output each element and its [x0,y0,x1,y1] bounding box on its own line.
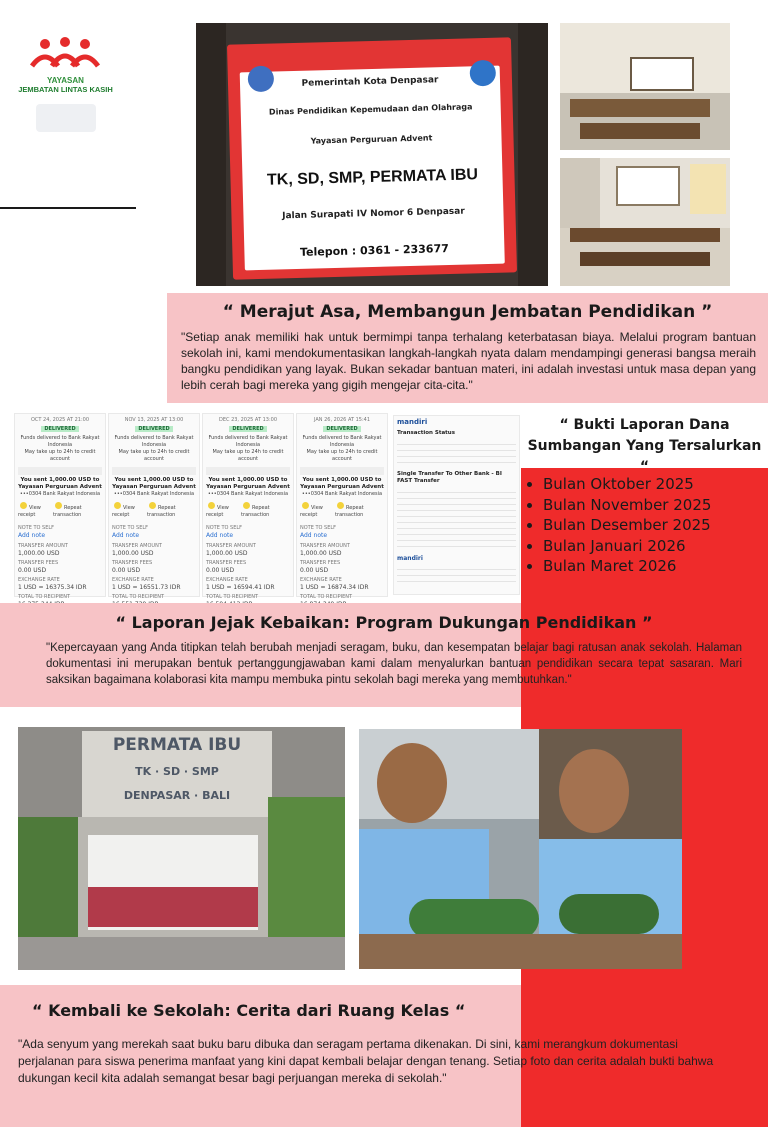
rate-label: EXCHANGE RATE [206,577,248,583]
classroom-photo-2 [560,158,730,286]
repeat-label: Repeat transaction [241,505,270,518]
bukti-title-line1: “ Bukti Laporan Dana [559,417,730,433]
sign-dinas: Dinas Pendidikan Kepemudaan dan Olahraga [268,102,473,117]
view-receipt-label: View receipt [112,505,135,518]
view-receipt-label: View receipt [300,505,323,518]
transfer-amount: 1,000.00 USD [206,550,248,557]
note-label: NOTE TO SELF [206,525,243,531]
section1-title: “ Merajut Asa, Membangun Jembatan Pendidikan ” [222,302,713,322]
bukti-title-line2: Sumbangan Yang Tersalurkan “ [527,438,762,475]
amount-label: TRANSFER AMOUNT [300,543,350,549]
receipt-bank: •••0304 Bank Rakyat Indonesia [113,491,195,497]
fees-label: TRANSFER FEES [300,560,341,566]
transfer-receipts [14,413,392,598]
classroom-photo-1 [560,23,730,150]
mandiri-status: Transaction Status [397,430,455,436]
receipt-sent: You sent 1,000.00 USD to Yayasan Perguruan Advent [206,477,290,490]
section2-title: “ Laporan Jejak Kebaikan: Program Dukungan Pendidikan ” [115,613,653,632]
total-label: TOTAL TO RECIPIENT [18,594,71,600]
receipt-may-take: May take up to 24h to credit account [24,449,96,462]
logo-hearts-icon [18,34,113,74]
school-sign-photo [196,23,548,286]
school-wall-city: DENPASAR · BALI [123,789,231,802]
repeat-label: Repeat transaction [53,505,82,518]
sign-phone: Telepon : 0361 - 233677 [299,242,449,259]
view-receipt-button[interactable] [112,502,147,519]
sign-address: Jalan Surapati IV Nomor 6 Denpasar [282,206,465,222]
receipt-sent: You sent 1,000.00 USD to Yayasan Perguruan Advent [300,477,384,490]
section2-body: "Kepercayaan yang Anda titipkan telah berubah menjadi seragam, buku, dan kesempatan belajar bagi ratusan anak sekolah. Halaman dokumentasi ini merupakan bentuk pertanggungjawaban kami dalam menyalurkan bantuan pendidikan secara tepat sasaran. Mari saksikan bagaimana kolaborasi kita mampu membuka pintu sekolah bagi mereka yang membutuhkan." [46,642,742,686]
status-badge: DELIVERED [135,426,172,432]
transfer-amount: 1,000.00 USD [112,550,154,557]
receipt-funds: Funds delivered to Bank Rakyat Indonesia [20,435,100,448]
logo [18,34,113,164]
status-badge: DELIVERED [229,426,266,432]
repeat-label: Repeat transaction [335,505,364,518]
school-wall-levels: TK · SD · SMP [135,765,219,778]
receipt-date: NOV 13, 2025 AT 13:00 [124,417,184,423]
receipt-card [202,413,294,600]
receipt-card [296,413,388,600]
transfer-amount: 1,000.00 USD [300,550,342,557]
receipt-funds: Funds delivered to Bank Rakyat Indonesia [302,435,382,448]
repeat-transaction-button[interactable] [241,502,290,519]
repeat-label: Repeat transaction [147,505,176,518]
mandiri-receipt [393,415,520,595]
receipt-date: OCT 24, 2025 AT 21:00 [30,417,89,423]
view-receipt-label: View receipt [18,505,41,518]
transfer-fees: 0.00 USD [112,567,141,574]
rate-label: EXCHANGE RATE [112,577,154,583]
sign-board [227,37,517,279]
repeat-transaction-button[interactable] [53,502,102,519]
view-receipt-button[interactable] [206,502,241,519]
students-plants-photo [359,729,682,969]
transfer-fees: 0.00 USD [18,567,47,574]
receipt-funds: Funds delivered to Bank Rakyat Indonesia [114,435,194,448]
list-item: • Bulan Januari 2026 [543,536,761,557]
receipt-bank: •••0304 Bank Rakyat Indonesia [207,491,289,497]
amount-label: TRANSFER AMOUNT [18,543,68,549]
transfer-amount: 1,000.00 USD [18,550,60,557]
add-note-link[interactable]: Add note [18,532,46,539]
receipt-date: JAN 26, 2026 AT 15:41 [313,417,371,423]
status-badge: DELIVERED [41,426,78,432]
transfer-fees: 0.00 USD [206,567,235,574]
logo-line2: JEMBATAN LINTAS KASIH [18,85,113,94]
section-merajut-asa [167,293,768,403]
section1-body: "Setiap anak memiliki hak untuk bermimpi tanpa terhalang keterbatasan biaya. Melalui program bantuan sekolah ini, kami mendokumentasikan langkah-langkah nyata dalam mendampingi generasi bangsa meraih bangku pendidikan yang layak. Bukan sekadar bantuan materi, ini adalah investasi untuk masa depan yang lebih cerah bagi mereka yang gigih mengejar cita-cita." [181,330,756,392]
transfer-fees: 0.00 USD [300,567,329,574]
fees-label: TRANSFER FEES [18,560,59,566]
note-label: NOTE TO SELF [18,525,55,531]
mandiri-brand-2: mandiri [397,555,423,562]
bukti-title [521,415,768,478]
receipt-bank: •••0304 Bank Rakyat Indonesia [19,491,101,497]
add-note-link[interactable]: Add note [112,532,140,539]
status-badge: DELIVERED [323,426,360,432]
exchange-rate: 1 USD = 16874.34 IDR [300,584,369,591]
total-label: TOTAL TO RECIPIENT [206,594,259,600]
list-item: • Bulan Maret 2026 [543,556,761,577]
school-wall-name: PERMATA IBU [112,735,242,755]
list-item: • Bulan Desember 2025 [543,515,761,536]
receipt-may-take: May take up to 24h to credit account [212,449,284,462]
receipt-may-take: May take up to 24h to credit account [306,449,378,462]
receipt-sent: You sent 1,000.00 USD to Yayasan Perguruan Advent [18,477,102,490]
sign-gov: Pemerintah Kota Denpasar [301,75,439,89]
logo-line1: YAYASAN [47,76,84,85]
months-list-wrap [521,474,761,577]
receipt-bank: •••0304 Bank Rakyat Indonesia [301,491,383,497]
receipt-may-take: May take up to 24h to credit account [118,449,190,462]
receipt-date: DEC 23, 2025 AT 13:00 [218,417,278,423]
logo-watermark [36,104,96,132]
months-list [521,474,761,577]
receipt-funds: Funds delivered to Bank Rakyat Indonesia [208,435,288,448]
mandiri-transfer: Single Transfer To Other Bank - BI FAST Transfer [397,471,502,484]
amount-label: TRANSFER AMOUNT [206,543,256,549]
fees-label: TRANSFER FEES [206,560,247,566]
exchange-rate: 1 USD = 16594.41 IDR [206,584,275,591]
total-label: TOTAL TO RECIPIENT [112,594,165,600]
total-label: TOTAL TO RECIPIENT [300,594,353,600]
view-receipt-label: View receipt [206,505,229,518]
rate-label: EXCHANGE RATE [300,577,342,583]
sign-school: TK, SD, SMP, PERMATA IBU [266,166,479,189]
mandiri-brand: mandiri [397,418,428,426]
exchange-rate: 1 USD = 16551.73 IDR [112,584,181,591]
students-school-photo [18,727,345,970]
rate-label: EXCHANGE RATE [18,577,60,583]
list-item: • Bulan Oktober 2025 [543,474,761,495]
sign-yayasan: Yayasan Perguruan Advent [310,133,433,146]
note-label: NOTE TO SELF [300,525,337,531]
section3-title: “ Kembali ke Sekolah: Cerita dari Ruang Kelas “ [32,1001,466,1020]
note-label: NOTE TO SELF [112,525,149,531]
view-receipt-button[interactable] [300,502,335,519]
fees-label: TRANSFER FEES [112,560,153,566]
divider-line [0,207,136,209]
repeat-transaction-button[interactable] [335,502,384,519]
add-note-link[interactable]: Add note [300,532,328,539]
exchange-rate: 1 USD = 16375.34 IDR [18,584,87,591]
view-receipt-button[interactable] [18,502,53,519]
receipt-sent: You sent 1,000.00 USD to Yayasan Perguruan Advent [112,477,196,490]
list-item: • Bulan November 2025 [543,495,761,516]
amount-label: TRANSFER AMOUNT [112,543,162,549]
add-note-link[interactable]: Add note [206,532,234,539]
section3-body: "Ada senyum yang merekah saat buku baru dibuka dan seragam pertama dikenakan. Di sini, kami merangkum dokumentasi perjalanan para siswa penerima manfaat yang kini dapat kembali belajar dengan tenang. Setiap foto dan cerita adalah bukti bahwa dukungan kecil kita adalah semangat besar bagi perjuangan mereka di sekolah." [18,1037,714,1085]
receipt-card [14,413,106,600]
repeat-transaction-button[interactable] [147,502,196,519]
receipt-card [108,413,200,600]
